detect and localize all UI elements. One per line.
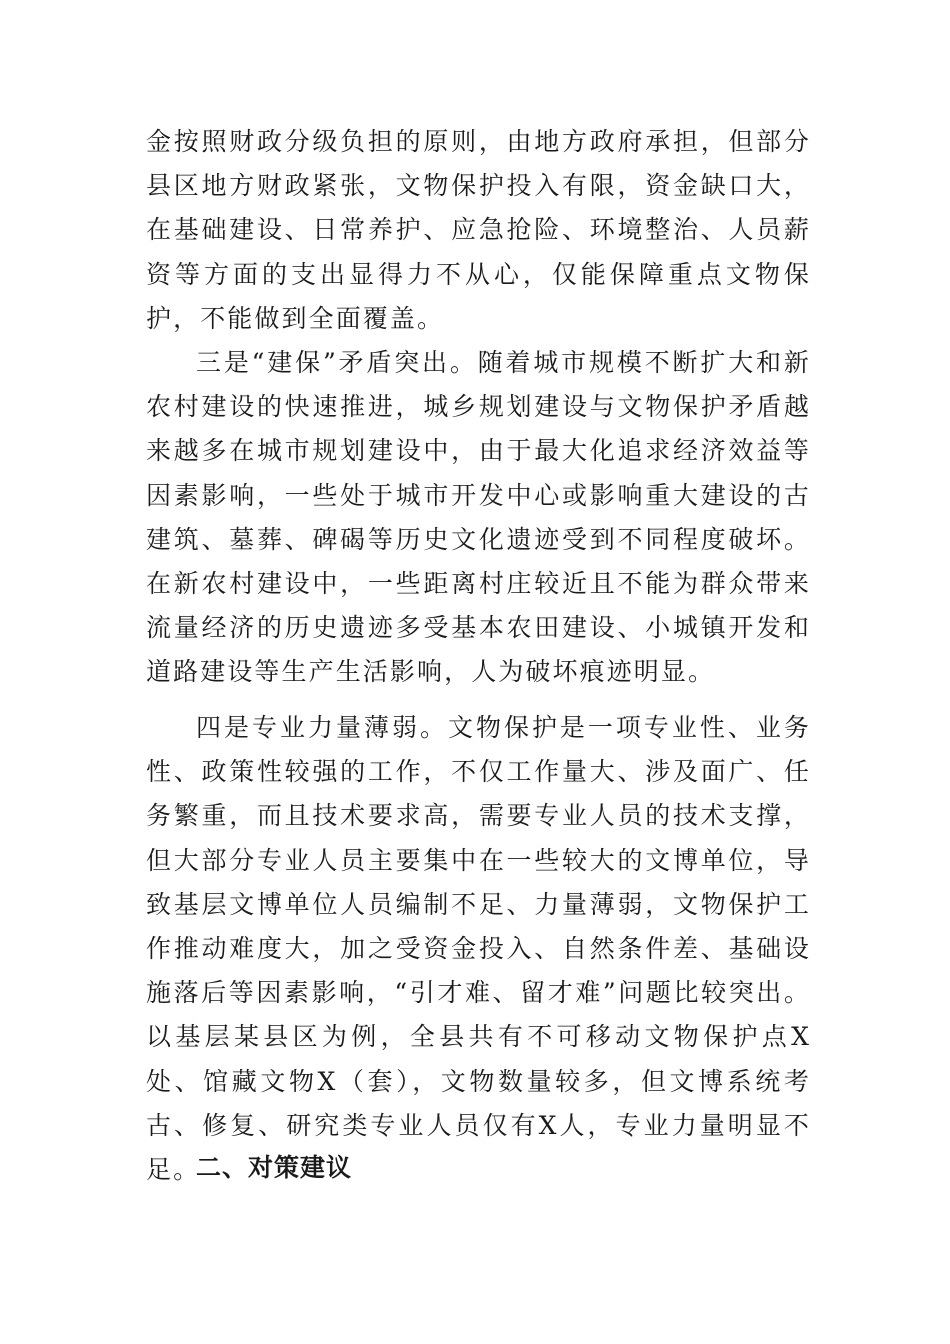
- paragraph-funding-continuation: 金按照财政分级负担的原则，由地方政府承担，但部分县区地方财政紧张，文物保护投入有限，资金缺口大，在基础建设、日常养护、应急抢险、环境整治、人员薪资等方面的支出显得力不从心，仅能保障重点文物保护，不能做到全面覆盖。: [146, 127, 811, 333]
- paragraph-professional-staff: 四是专业力量薄弱。文物保护是一项专业性、业务性、政策性较强的工作，不仅工作量大、涉及面广、任务繁重，而且技术要求高，需要专业人员的技术支撑，但大部分专业人员主要集中在一些较大的文博单位，导致基层文博单位人员编制不足、力量薄弱，文物保护工作推动难度大，加之受资金投入、自然条件差、基础设施落后等因素影响，“引才难、留才难”问题比较突出。以基层某县区为例，全县共有不可移动文物保护点X处、馆藏文物X（套），文物数量较多，但文博系统考古、修复、研究类专业人员仅有X人，专业力量明显不足。: [146, 713, 811, 1185]
- paragraph-construction-conflict: 三是“建保”矛盾突出。随着城市规模不断扩大和新农村建设的快速推进，城乡规划建设与文物保护矛盾越来越多在城市规划建设中，由于最大化追求经济效益等因素影响，一些处于城市开发中心或影响重大建设的古建筑、墓葬、碑碣等历史文化遗迹受到不同程度破坏。在新农村建设中，一些距离村庄较近且不能为群众带来流量经济的历史遗迹多受基本农田建设、小城镇开发和道路建设等生产生活影响，人为破坏痕迹明显。: [146, 348, 811, 687]
- section-heading-countermeasures: 二、对策建议: [196, 1153, 353, 1182]
